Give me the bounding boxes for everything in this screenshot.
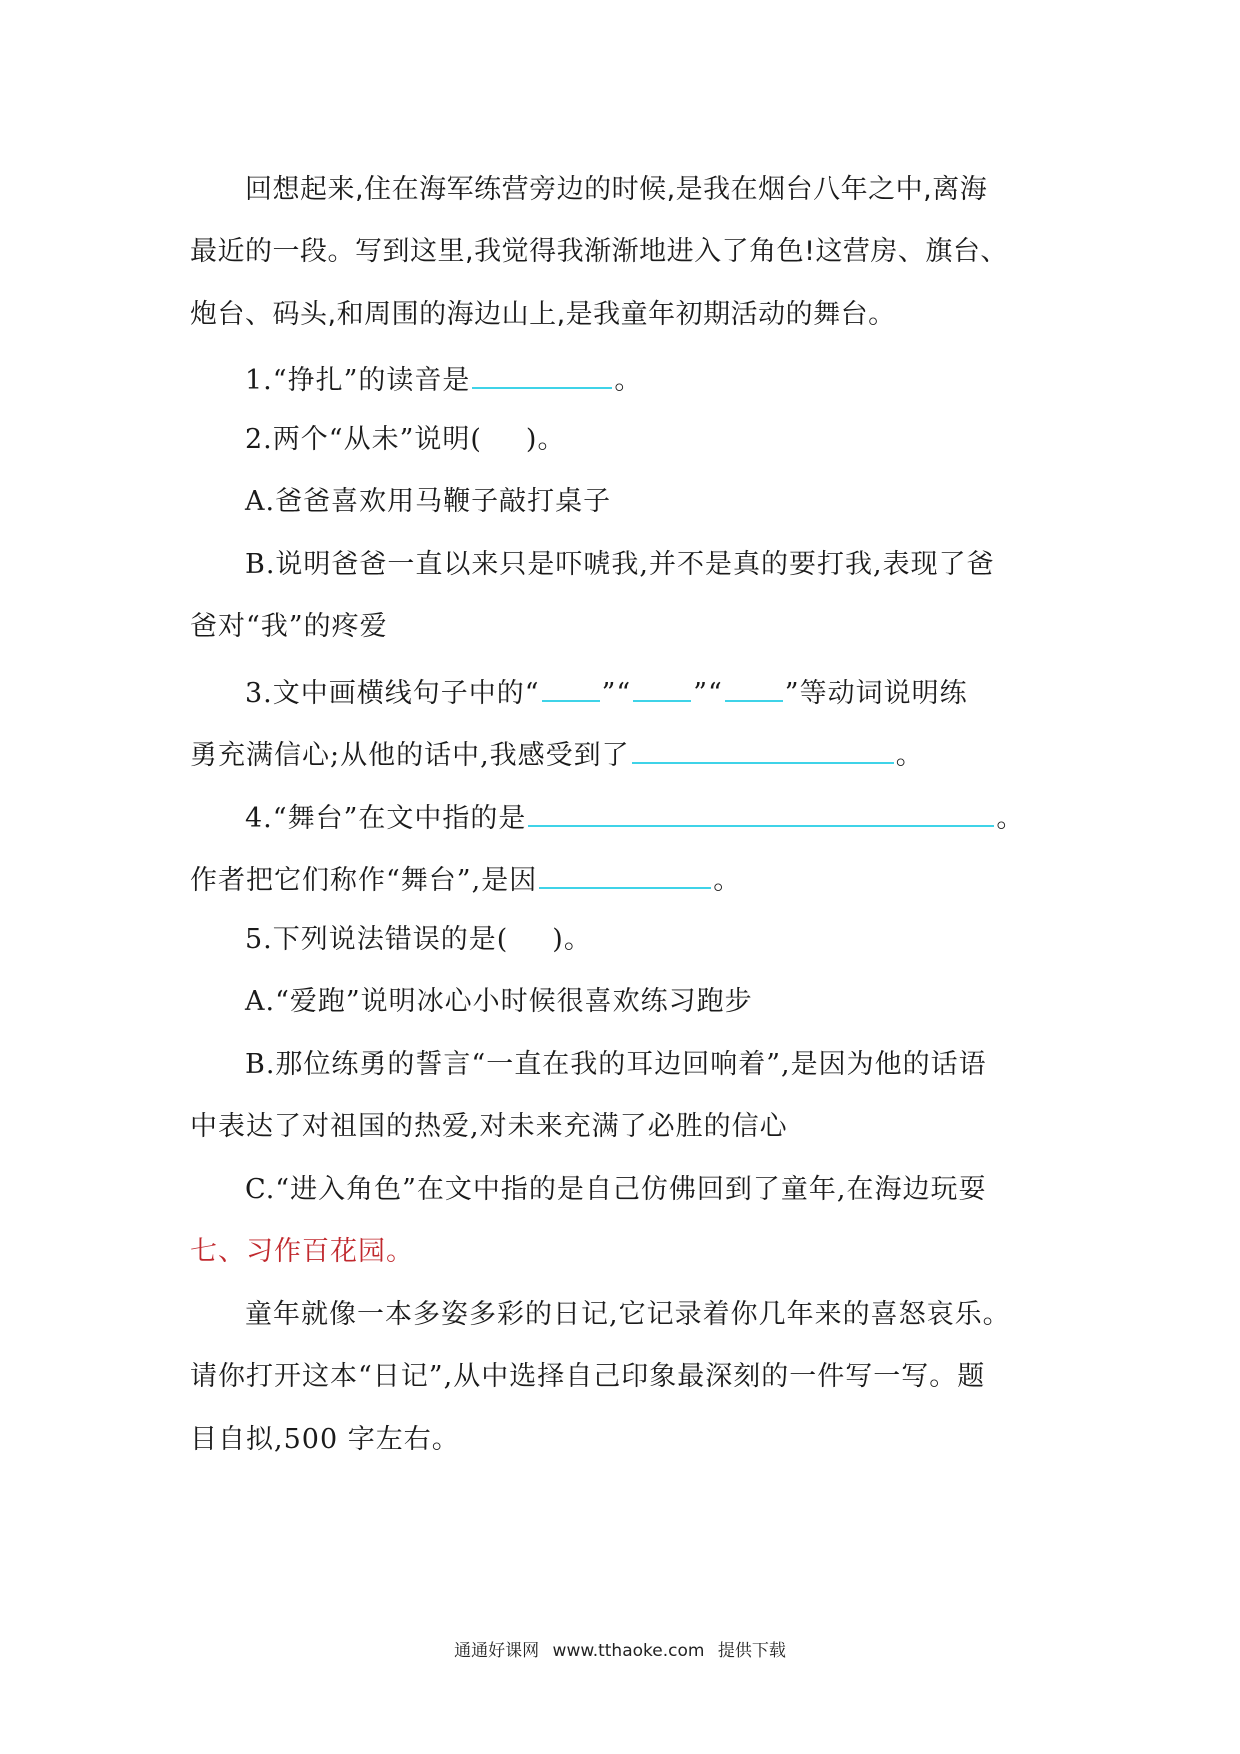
question-3-text-2: ”“ <box>601 678 632 709</box>
question-3-line-2-text: 勇充满信心;从他的话中,我感受到了 <box>190 740 630 771</box>
answer-blank-3a[interactable] <box>542 670 600 702</box>
answer-blank-3b[interactable] <box>633 670 691 702</box>
question-1-text: 1.“挣扎”的读音是 <box>245 365 471 396</box>
section-seven-line-2: 请你打开这本“日记”,从中选择自己印象最深刻的一件写一写。题 <box>190 1361 986 1392</box>
question-1-end: 。 <box>614 365 643 396</box>
answer-blank-3c[interactable] <box>725 670 783 702</box>
question-1 <box>245 357 1070 397</box>
question-5-end: )。 <box>552 924 592 955</box>
footer-note: 提供下载 <box>717 1641 786 1661</box>
question-4-line-2 <box>190 857 1070 897</box>
question-3-text-3: ”“ <box>693 678 723 709</box>
section-seven-line-3: 目自拟,500 字左右。 <box>190 1424 460 1455</box>
q5-option-c: C.“进入角色”在文中指的是自己仿佛回到了童年,在海边玩耍 <box>245 1174 987 1205</box>
question-5 <box>245 920 1070 960</box>
q5-option-a: A.“爱跑”说明冰心小时候很喜欢练习跑步 <box>245 986 753 1017</box>
answer-blank-1[interactable] <box>472 357 612 389</box>
footer-site-name: 通通好课网 <box>454 1641 540 1661</box>
q2-option-b-line-2: 爸对“我”的疼爱 <box>190 611 388 642</box>
passage-line-2: 最近的一段。写到这里,我觉得我渐渐地进入了角色!这营房、旗台、 <box>190 236 1008 267</box>
footer-url: www.tthaoke.com <box>552 1641 705 1661</box>
section-seven-line-1: 童年就像一本多姿多彩的日记,它记录着你几年来的喜怒哀乐。 <box>245 1299 1011 1330</box>
question-3-line-2-end: 。 <box>895 740 924 771</box>
question-4-text: 4.“舞台”在文中指的是 <box>245 803 527 834</box>
question-3-line-2 <box>190 732 1070 772</box>
q2-option-a: A.爸爸喜欢用马鞭子敲打桌子 <box>245 486 612 517</box>
question-4-line-2-end: 。 <box>713 865 742 896</box>
passage-line-3: 炮台、码头,和周围的海边山上,是我童年初期活动的舞台。 <box>190 299 896 330</box>
answer-blank-4a[interactable] <box>528 795 994 827</box>
question-3 <box>245 670 1070 710</box>
question-4-line-2-text: 作者把它们称作“舞台”,是因 <box>190 865 538 896</box>
q5-option-b-line-2: 中表达了对祖国的热爱,对未来充满了必胜的信心 <box>190 1111 788 1142</box>
answer-blank-4b[interactable] <box>539 857 711 889</box>
question-5-text: 5.下列说法错误的是( <box>245 924 509 955</box>
q5-option-b-line-1: B.那位练勇的誓言“一直在我的耳边回响着”,是因为他的话语 <box>245 1049 987 1080</box>
question-2-text: 2.两个“从未”说明( <box>245 424 482 455</box>
question-3-text-1: 3.文中画横线句子中的“ <box>245 678 540 709</box>
question-4 <box>245 795 1070 835</box>
question-2-end: )。 <box>525 424 566 455</box>
page-footer <box>0 1636 1240 1661</box>
question-2 <box>245 420 1070 460</box>
passage-line-1: 回想起来,住在海军练营旁边的时候,是我在烟台八年之中,离海 <box>245 174 988 205</box>
q2-option-b-line-1: B.说明爸爸一直以来只是吓唬我,并不是真的要打我,表现了爸 <box>245 549 995 580</box>
question-3-text-4: ”等动词说明练 <box>784 678 968 709</box>
section-seven-heading: 七、习作百花园。 <box>190 1236 414 1267</box>
question-4-end: 。 <box>996 803 1025 834</box>
answer-blank-3d[interactable] <box>632 732 894 764</box>
